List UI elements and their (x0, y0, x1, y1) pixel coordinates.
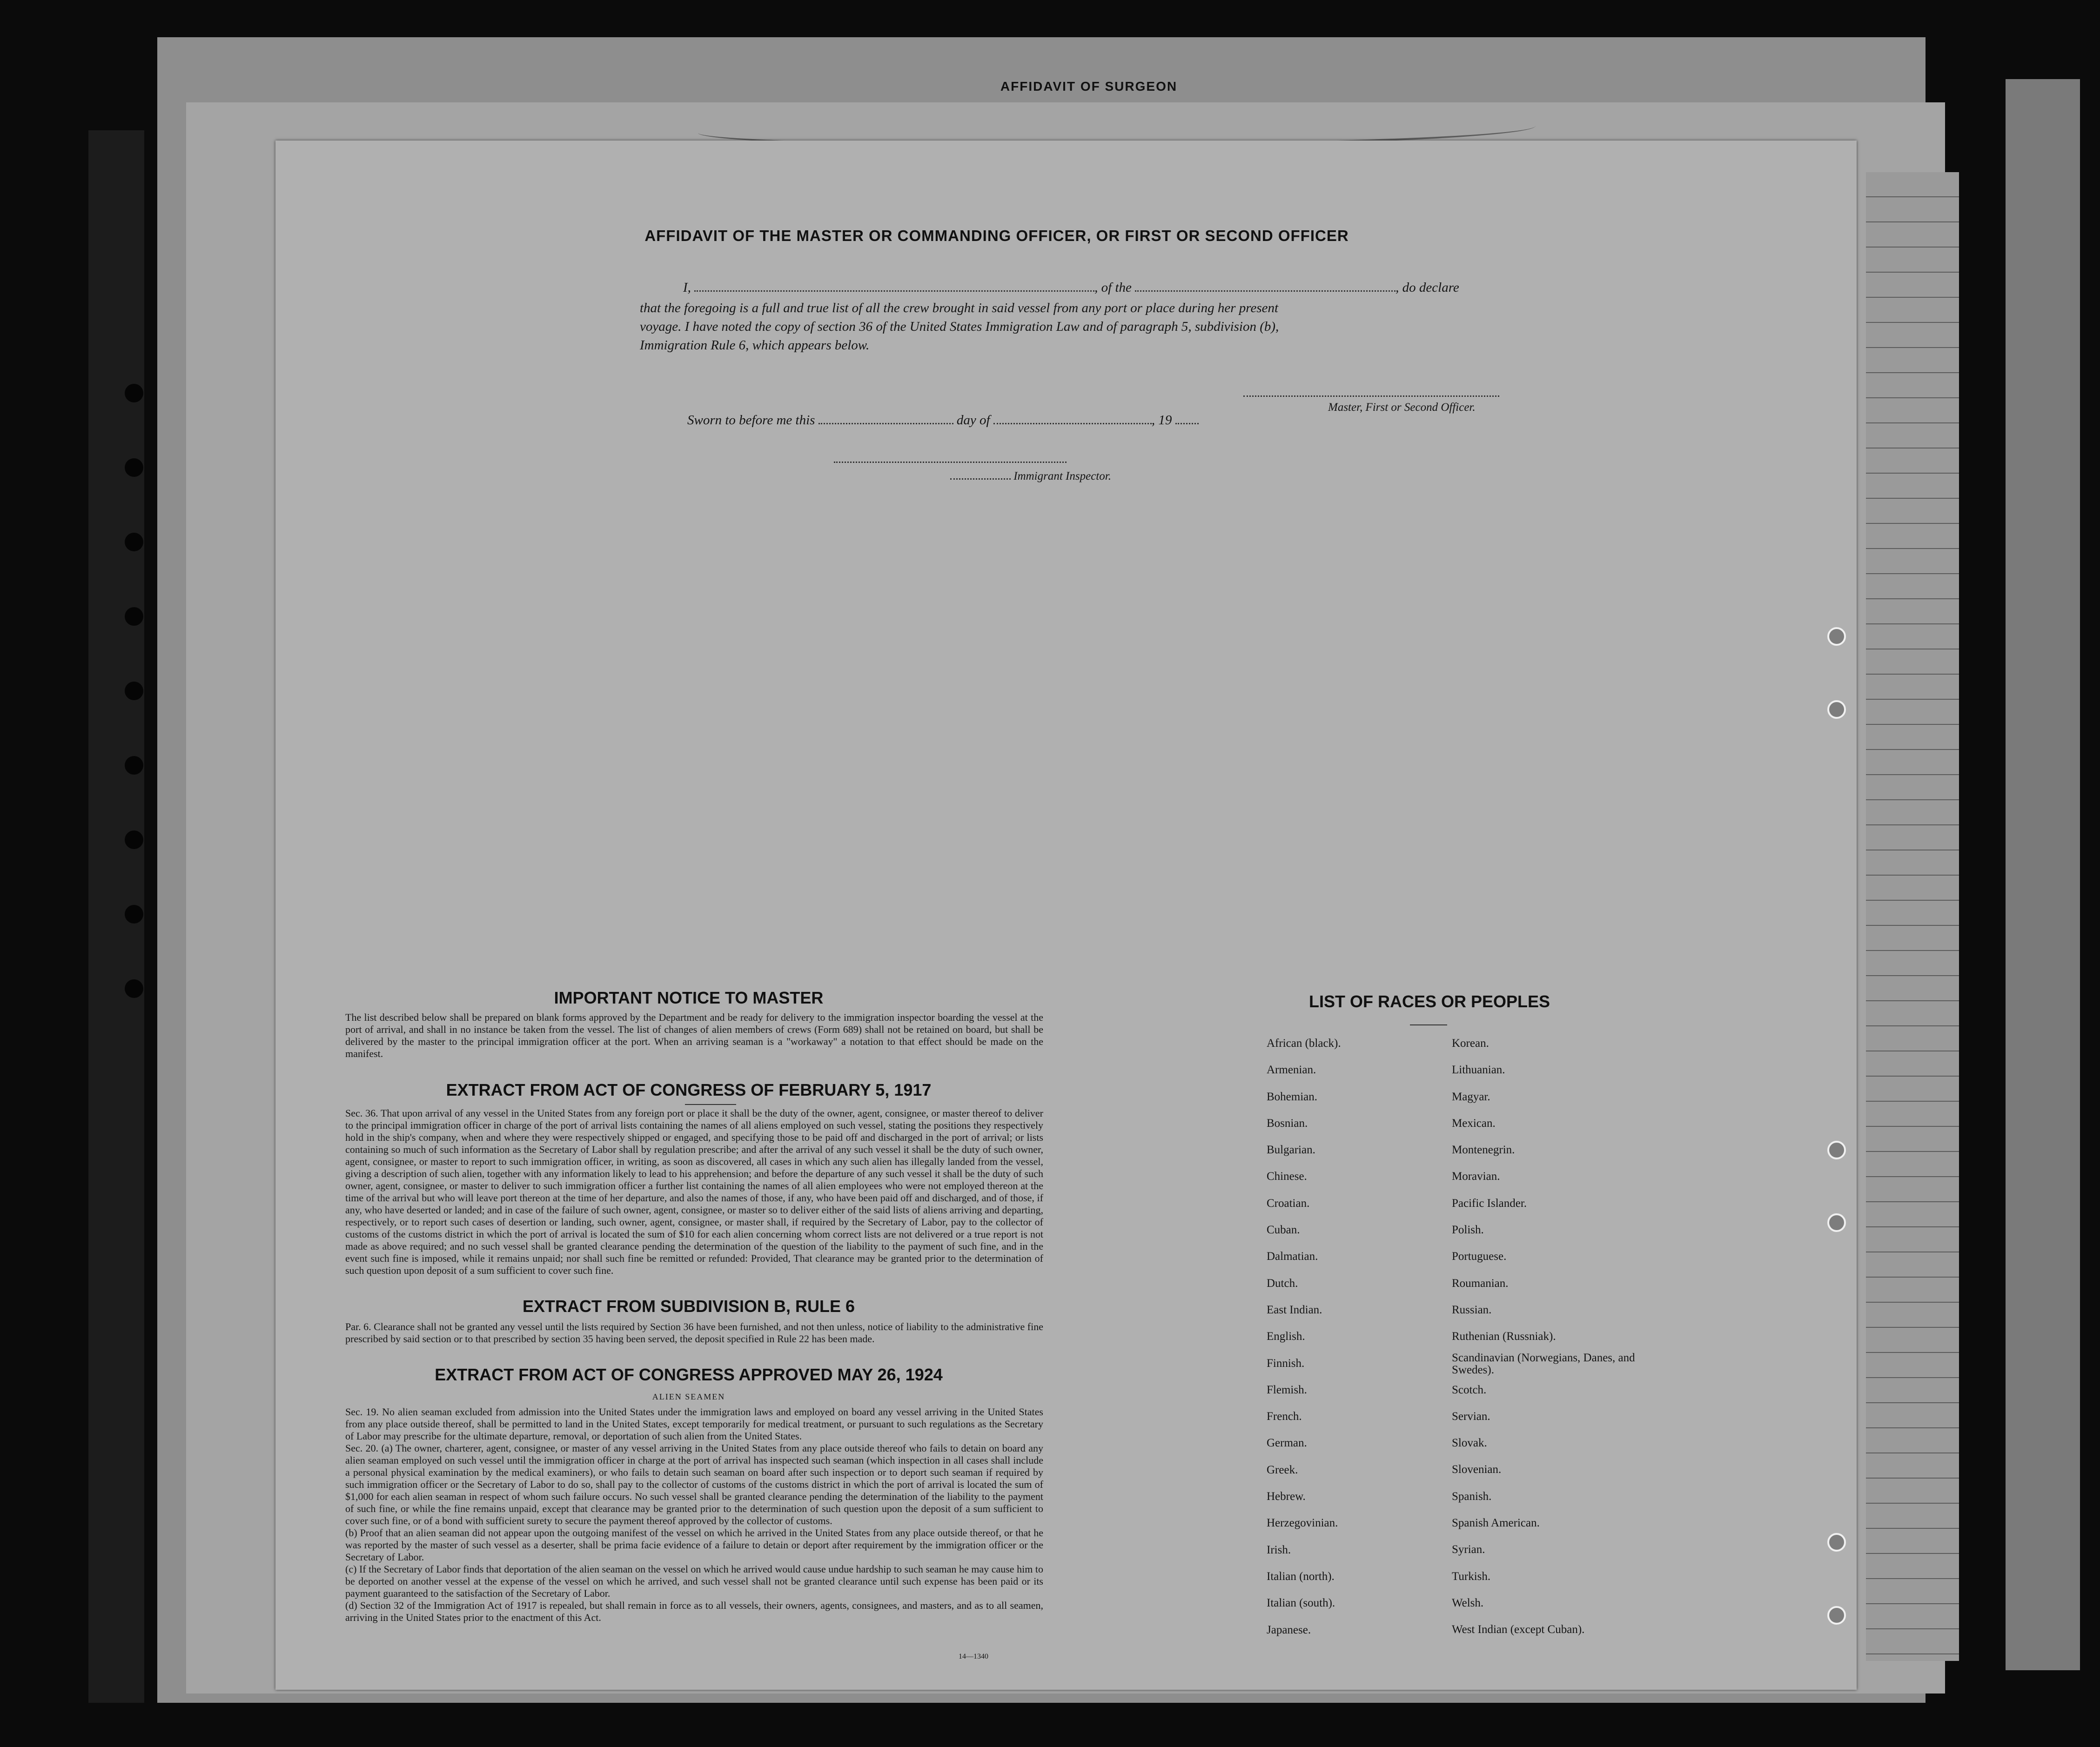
rule6-body: Par. 6. Clearance shall not be granted any vessel until the lists required by Section 36 have been furnished, and not then unless, notice of liability to the administrative fine prescribed by said section or to that prescribed by section 35 having been served, the deposit specified in Rule 22 has been made. (345, 1321, 1043, 1345)
year-label: , 19 (1151, 413, 1172, 428)
rule6-title: EXTRACT FROM SUBDIVISION B, RULE 6 (522, 1297, 855, 1316)
race-item: Bosnian. (1267, 1117, 1308, 1130)
affidavit-page (275, 141, 1857, 1690)
race-item: Moravian. (1452, 1170, 1500, 1183)
declare-label: , do declare (1396, 280, 1459, 295)
race-item: Hebrew. (1267, 1490, 1306, 1503)
race-item: Ruthenian (Russniak). (1452, 1330, 1556, 1343)
race-item: Russian. (1452, 1303, 1492, 1316)
binder-hole (125, 682, 143, 700)
race-item: Lithuanian. (1452, 1064, 1505, 1077)
binder-hole (125, 533, 143, 551)
race-item: Flemish. (1267, 1383, 1307, 1396)
race-item: Scotch. (1452, 1383, 1487, 1396)
binder-hole (125, 458, 143, 477)
sec-20b-paragraph: (b) Proof that an alien seaman did not appear upon the outgoing manifest of the vessel on which he arrived in the United States from any place outside thereof, or that he was reported by the master of such vessel as a deserter, shall be prima facie evidence of a failure to detain or deport after requirement by the immigration officer or the Secretary of Labor. (345, 1527, 1043, 1563)
sworn-day-field[interactable] (819, 423, 953, 424)
race-item: Korean. (1452, 1037, 1489, 1050)
race-item: East Indian. (1267, 1303, 1322, 1316)
race-item: Turkish. (1452, 1570, 1491, 1583)
sworn-year-field[interactable] (1175, 423, 1199, 424)
race-item: Roumanian. (1452, 1277, 1509, 1290)
races-title-rule (1410, 1024, 1447, 1025)
race-item: Portuguese. (1452, 1250, 1507, 1263)
binder-ring-hole (1827, 700, 1846, 719)
race-item: Bohemian. (1267, 1090, 1318, 1103)
race-item: Japanese. (1267, 1623, 1311, 1636)
inspector-label (950, 470, 1111, 483)
race-item: English. (1267, 1330, 1305, 1343)
sworn-month-field[interactable] (993, 423, 1152, 424)
race-item: Armenian. (1267, 1064, 1316, 1077)
declarant-label: I, (683, 280, 691, 295)
vessel-name-field[interactable] (1135, 290, 1396, 292)
binder-hole (125, 607, 143, 626)
binder-ring-hole (1827, 1533, 1846, 1552)
race-item: African (black). (1267, 1037, 1341, 1050)
race-item: West Indian (except Cuban). (1452, 1623, 1585, 1636)
race-item: Welsh. (1452, 1596, 1484, 1609)
notice-title: IMPORTANT NOTICE TO MASTER (554, 988, 824, 1007)
declarant-name-field[interactable] (694, 290, 1094, 292)
races-left-column (1267, 1030, 1443, 1643)
master-signature-label: Master, First or Second Officer. (1328, 401, 1476, 414)
inspector-dotted-lead (950, 478, 1011, 480)
extract-1924-subtitle: ALIEN SEAMEN (652, 1392, 725, 1401)
inspector-label-text: Immigrant Inspector. (1013, 470, 1111, 482)
race-item: Greek. (1267, 1463, 1298, 1476)
race-item: Finnish. (1267, 1357, 1305, 1370)
declaration-line-4: Immigration Rule 6, which appears below. (640, 338, 870, 353)
sworn-label: Sworn to before me this (687, 413, 815, 428)
binder-ring-hole (1827, 1213, 1846, 1232)
extract-1924-title: EXTRACT FROM ACT OF CONGRESS APPROVED MAY 26, 1924 (435, 1365, 943, 1384)
race-item: Bulgarian. (1267, 1144, 1315, 1157)
race-item: German. (1267, 1437, 1307, 1450)
extract-1917-rule (685, 1104, 736, 1105)
form-number: 14—1340 (959, 1653, 988, 1660)
race-item: Spanish. (1452, 1490, 1492, 1503)
extract-1917-title: EXTRACT FROM ACT OF CONGRESS OF FEBRUARY 5, 1917 (446, 1080, 932, 1099)
sworn-line (687, 413, 1199, 428)
vessel-label: , of the (1094, 280, 1132, 295)
race-item: Syrian. (1452, 1543, 1485, 1556)
binder-hole (125, 756, 143, 775)
race-item: Slovak. (1452, 1437, 1487, 1450)
race-item: Italian (north). (1267, 1570, 1335, 1583)
race-item: Pacific Islander. (1452, 1197, 1527, 1210)
race-item: Spanish American. (1452, 1517, 1540, 1530)
binder-hole (125, 384, 143, 402)
race-item: Polish. (1452, 1224, 1484, 1237)
race-item: Italian (south). (1267, 1597, 1335, 1610)
affidavit-title: AFFIDAVIT OF THE MASTER OR COMMANDING OFFICER, OR FIRST OR SECOND OFFICER (644, 227, 1349, 244)
race-item: Herzegovinian. (1267, 1517, 1338, 1530)
binder-ring-hole (1827, 1606, 1846, 1625)
sec-20d-paragraph: (d) Section 32 of the Immigration Act of 1917 is repealed, but shall remain in force as to all vessels, their owners, agents, consignees, and masters, and as to all seamen, arriving in the United States prior to the enactment of this Act. (345, 1600, 1043, 1623)
race-item: Cuban. (1267, 1224, 1300, 1237)
sec-20a-paragraph: Sec. 20. (a) The owner, charterer, agent, consignee, or master of any vessel arriving in the United States from any place outside thereof who fails to detain on board any alien seaman employed on such vessel until the immigration officer in charge at the port of arrival has inspected such seaman (which inspection in all cases shall include a personal physical examination by the medical examiners), or who fails to detain such seaman on board after such inspection or to deport such seaman if required by such immigration officer or the Secretary of Labor to do so, shall pay to the collector of customs of the customs district in which the port of arrival is located the sum of $1,000 for each alien seaman in respect of whom such failure occurs. No such vessel shall be granted clearance pending the determination of the liability to the payment of such fine, or while the fine remains unpaid, except that clearance may be granted prior to the determination of such question upon the deposit of a sum sufficient to cover such fine, or of a bond with sufficient surety to secure the payment thereof approved by the collector of customs. (345, 1442, 1043, 1526)
race-item: Servian. (1452, 1410, 1490, 1423)
right-sheet-strip (2006, 79, 2080, 1670)
binder-hole (125, 830, 143, 849)
binder-ring-hole (1827, 1141, 1846, 1159)
sec-20c-paragraph: (c) If the Secretary of Labor finds that deportation of the alien seaman on the vessel on which he arrived would cause undue hardship to such seaman he may cause him to be deported on another vessel at the expense of the vessel on which he arrived, and such vessel shall not be granted clearance until such expense has been paid or its payment guaranteed to the satisfaction of the Secretary of Labor. (345, 1563, 1043, 1599)
race-item: Magyar. (1452, 1090, 1490, 1103)
race-item: Croatian. (1267, 1197, 1310, 1210)
notice-body: The list described below shall be prepared on blank forms approved by the Department and be ready for delivery to the immigration inspector boarding the vessel at the port of arrival, and shall in no instance be taken from the vessel. The list of changes of alien members of crews (Form 689) shall not be retained on board, but shall be delivered by the master to the principal immigration officer at the port. When an arriving seaman is a "workaway" a notation to that effect should be made on the manifest. (345, 1011, 1043, 1059)
declaration-line-1 (683, 280, 1502, 295)
extract-1924-body (345, 1406, 1043, 1624)
race-item: Irish. (1267, 1543, 1291, 1556)
races-title: LIST OF RACES OR PEOPLES (1308, 992, 1550, 1011)
race-item: Dalmatian. (1267, 1250, 1318, 1263)
race-item: Mexican. (1452, 1117, 1496, 1130)
binder-hole (125, 979, 143, 998)
binder-hole (125, 905, 143, 924)
race-item: French. (1267, 1410, 1302, 1423)
inspector-signature-line[interactable] (834, 462, 1067, 463)
race-item: Chinese. (1267, 1170, 1307, 1183)
races-right-column (1452, 1030, 1647, 1643)
background-sheet-title: AFFIDAVIT OF SURGEON (1000, 79, 1178, 94)
race-item: Montenegrin. (1452, 1144, 1515, 1157)
extract-1917-body: Sec. 36. That upon arrival of any vessel in the United States from any foreign port or place it shall be the duty of the owner, agent, consignee, or master thereof to deliver to the principal immigration officer in charge of the port of arrival lists containing the names of all aliens employed on such vessel, stating the positions they respectively hold in the ship's company, when and where they were respectively shipped or engaged, and specifying those to be paid off and discharged in the port of arrival; or lists containing so much of such information as the Secretary of Labor shall by regulation prescribe; and after the arrival of any such vessel it shall be the duty of such owner, agent, consignee, or master to report to such immigration officer, in writing, as soon as discovered, all cases in which any such alien has illegally landed from the vessel, giving a description of such alien, together with any information likely to lead to his apprehension; and before the departure of any such vessel it shall be the duty of such owner, agent, consignee, or master to deliver to such immigration officer a further list containing the names of all alien employees who were not employed thereon at the time of the arrival but who will leave port thereon at the time of her departure, and also the names of those, if any, who have been paid off and discharged, and of those, if any, who have deserted or landed; and in case of the failure of such owner, agent, consignee, or master so to deliver either of the said lists of aliens arriving and departing, respectively, or to report such cases of desertion or landing, such owner, agent, consignee, or master shall, if required by the Secretary of Labor, pay to the collector of customs of the customs district in which the port of arrival is located the sum of $10 for each alien concerning whom correct lists are not delivered or a true report is not made as above required; and no such vessel shall be granted clearance pending the determination of the question of the liability to the payment of such fine, and in the event such fine is imposed, while it remains unpaid; nor shall such fine be remitted or refunded: Provided, That clearance may be granted prior to the determination of such question upon deposit of a sum sufficient to cover such fine. (345, 1107, 1043, 1276)
ruled-margin (1866, 172, 1959, 1661)
race-item: Slovenian. (1452, 1463, 1502, 1476)
race-item: Dutch. (1267, 1277, 1298, 1290)
race-item: Scandinavian (Norwegians, Danes, and Swedes). (1452, 1351, 1635, 1376)
declaration-line-2: that the foregoing is a full and true list of all the crew brought in said vessel from any port or place during her present (640, 301, 1279, 315)
master-signature-line[interactable] (1243, 395, 1499, 397)
sec-19-paragraph: Sec. 19. No alien seaman excluded from admission into the United States under the immigration laws and employed on board any vessel arriving in the United States from any place outside thereof, shall be permitted to land in the United States, except temporarily for medical treatment, or pursuant to such regulations as the Secretary of Labor may prescribe for the ultimate departure, removal, or deportation of such alien from the United States. (345, 1406, 1043, 1442)
binder-ring-hole (1827, 627, 1846, 646)
declaration-line-3: voyage. I have noted the copy of section 36 of the United States Immigration Law and of paragraph 5, subdivision (b), (640, 319, 1279, 334)
day-of-label: day of (956, 413, 990, 428)
